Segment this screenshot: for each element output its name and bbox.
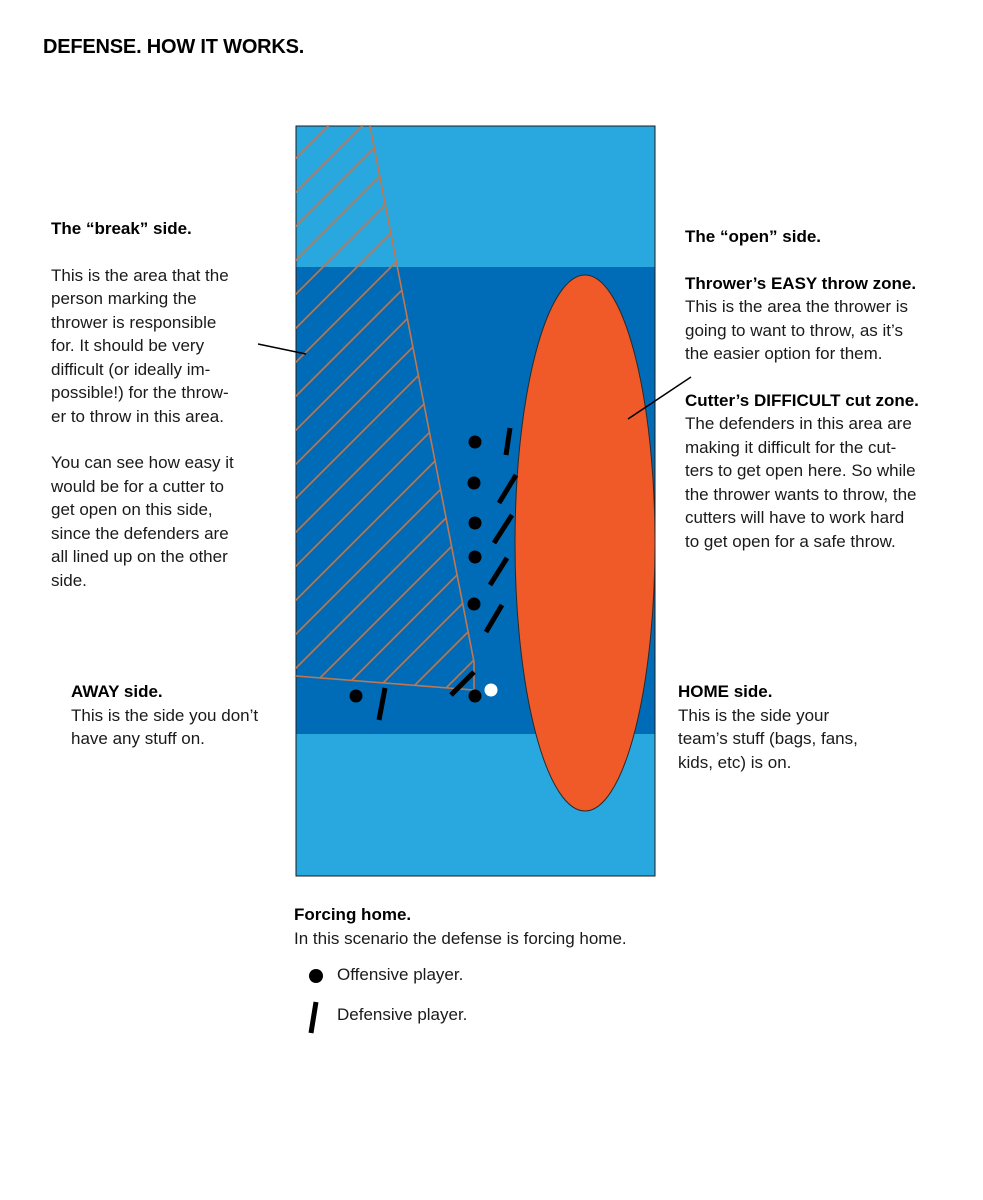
- break-side-line: difficult (or ideally im-: [51, 359, 211, 379]
- legend-defense-icon: [311, 1002, 316, 1033]
- break-side-line: would be for a cutter to: [51, 476, 224, 496]
- offensive-player-thrower: [469, 690, 482, 703]
- away-side-block: [71, 680, 291, 751]
- break-side-line: thrower is responsible: [51, 312, 217, 332]
- difficult-zone-line: ters to get open here. So while: [685, 461, 916, 480]
- offensive-player: [468, 477, 481, 490]
- break-side-line: You can see how easy it: [51, 453, 234, 472]
- away-side-heading: AWAY side.: [71, 682, 163, 701]
- home-side-line: kids, etc) is on.: [678, 752, 792, 772]
- page-title: DEFENSE. HOW IT WORKS.: [43, 36, 305, 58]
- forcing-heading: Forcing home.: [294, 905, 412, 924]
- offensive-player: [468, 598, 481, 611]
- difficult-zone-line: to get open for a safe throw.: [685, 531, 896, 551]
- difficult-zone-line: cutters will have to work hard: [685, 508, 905, 527]
- difficult-zone-heading: Cutter’s DIFFICULT cut zone.: [685, 390, 919, 410]
- offensive-player: [469, 517, 482, 530]
- field-endzone-top: [296, 126, 655, 267]
- away-side-line: have any stuff on.: [71, 729, 205, 748]
- legend-defense-label: Defensive player.: [337, 1005, 468, 1024]
- break-side-line: person marking the: [51, 289, 197, 308]
- forcing-block: [294, 903, 694, 950]
- offensive-player: [469, 551, 482, 564]
- difficult-zone-line: The defenders in this area are: [685, 414, 912, 433]
- forcing-text: In this scenario the defense is forcing home.: [294, 928, 627, 948]
- break-side-line: get open on this side,: [51, 500, 213, 519]
- home-side-line: team’s stuff (bags, fans,: [678, 729, 858, 748]
- difficult-zone-line: making it difficult for the cut-: [685, 437, 897, 457]
- break-side-line: for. It should be very: [51, 336, 205, 355]
- home-side-block: [678, 680, 898, 774]
- break-side-line: er to throw in this area.: [51, 406, 224, 426]
- break-side-line: side.: [51, 570, 87, 590]
- away-side-line: This is the side you don’t: [71, 705, 259, 725]
- break-side-line: all lined up on the other: [51, 547, 228, 566]
- offensive-player: [350, 690, 363, 703]
- legend-offense-icon: [309, 969, 323, 983]
- offensive-player: [469, 436, 482, 449]
- disc: [485, 684, 498, 697]
- break-side-heading: The “break” side.: [51, 219, 192, 238]
- easy-throw-zone: [515, 275, 655, 811]
- break-side-line: This is the area that the: [51, 265, 229, 285]
- break-side-line: possible!) for the throw-: [51, 383, 229, 402]
- break-side-line: since the defenders are: [51, 523, 229, 543]
- easy-zone-heading: Thrower’s EASY throw zone.: [685, 273, 917, 293]
- difficult-zone-line: the thrower wants to throw, the: [685, 484, 917, 504]
- break-side-block: [51, 217, 281, 592]
- easy-zone-line: This is the area the thrower is: [685, 297, 908, 316]
- open-side-heading: The “open” side.: [685, 227, 822, 246]
- easy-zone-line: the easier option for them.: [685, 344, 883, 363]
- open-side-block: [685, 225, 975, 553]
- legend-offense-label: Offensive player.: [337, 965, 464, 984]
- easy-zone-line: going to want to throw, as it’s: [685, 320, 903, 340]
- home-side-line: This is the side your: [678, 705, 830, 725]
- home-side-heading: HOME side.: [678, 682, 773, 701]
